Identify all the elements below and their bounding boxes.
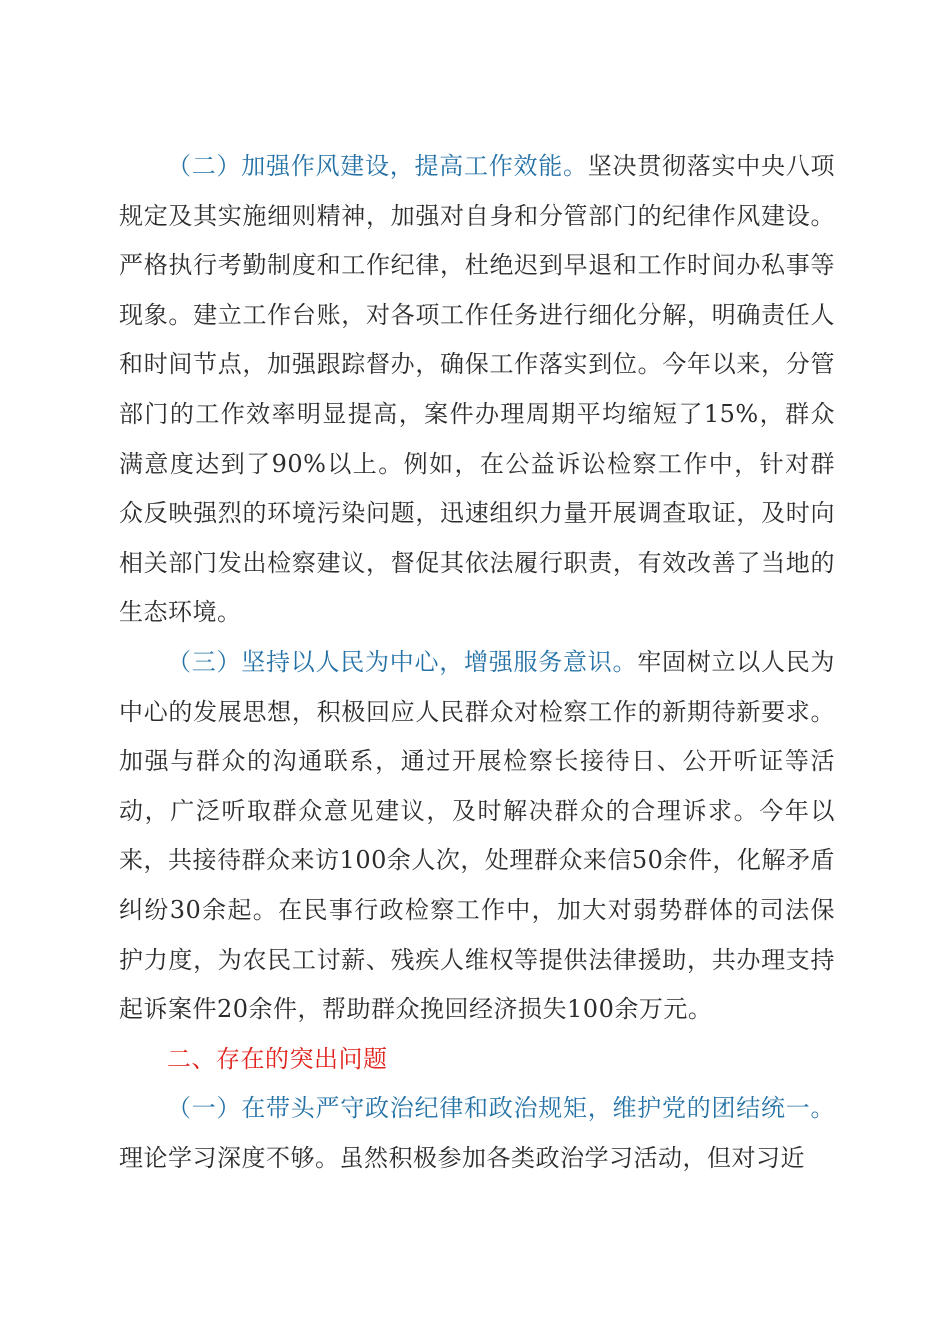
paragraph-people-centered (119, 638, 835, 1035)
paragraph-work-style-text: 坚决贯彻落实中央八项规定及其实施细则精神，加强对自身和分管部门的纪律作风建设。严格执行考勤制度和工作纪律，杜绝迟到早退和工作时间办私事等现象。建立工作台账，对各项工作任务进行细化分解，明确责任人和时间节点，加强跟踪督办，确保工作落实到位。今年以来，分管部门的工作效率明显提高，案件办理周期平均缩短了15%，群众满意度达到了90%以上。例如，在公益诉讼检察工作中，针对群众反映强烈的环境污染问题，迅速组织力量开展调查取证，及时向相关部门发出检察建议，督促其依法履行职责，有效改善了当地的生态环境。 (119, 152, 835, 627)
paragraph-political-discipline (119, 1084, 835, 1183)
subheading-political-discipline: （一）在带头严守政治纪律和政治规矩，维护党的团结统一。 (167, 1094, 835, 1123)
paragraph-people-centered-text: 牢固树立以人民为中心的发展思想，积极回应人民群众对检察工作的新期待新要求。加强与群众的沟通联系，通过开展检察长接待日、公开听证等活动，广泛听取群众意见建议，及时解决群众的合理诉求。今年以来，共接待群众来访100余人次，处理群众来信50余件，化解矛盾纠纷30余起。在民事行政检察工作中，加大对弱势群体的司法保护力度，为农民工讨薪、残疾人维权等提供法律援助，共办理支持起诉案件20余件，帮助群众挽回经济损失100余万元。 (119, 647, 835, 1024)
section-heading-problems: 二、存在的突出问题 (167, 1044, 388, 1073)
document-body (119, 142, 835, 1183)
paragraph-work-style (119, 142, 835, 638)
subheading-work-style: （二）加强作风建设，提高工作效能。 (167, 152, 588, 180)
paragraph-political-discipline-text: 理论学习深度不够。虽然积极参加各类政治学习活动，但对习近 (119, 1143, 805, 1172)
subheading-people-centered: （三）坚持以人民为中心，增强服务意识。 (167, 647, 638, 676)
